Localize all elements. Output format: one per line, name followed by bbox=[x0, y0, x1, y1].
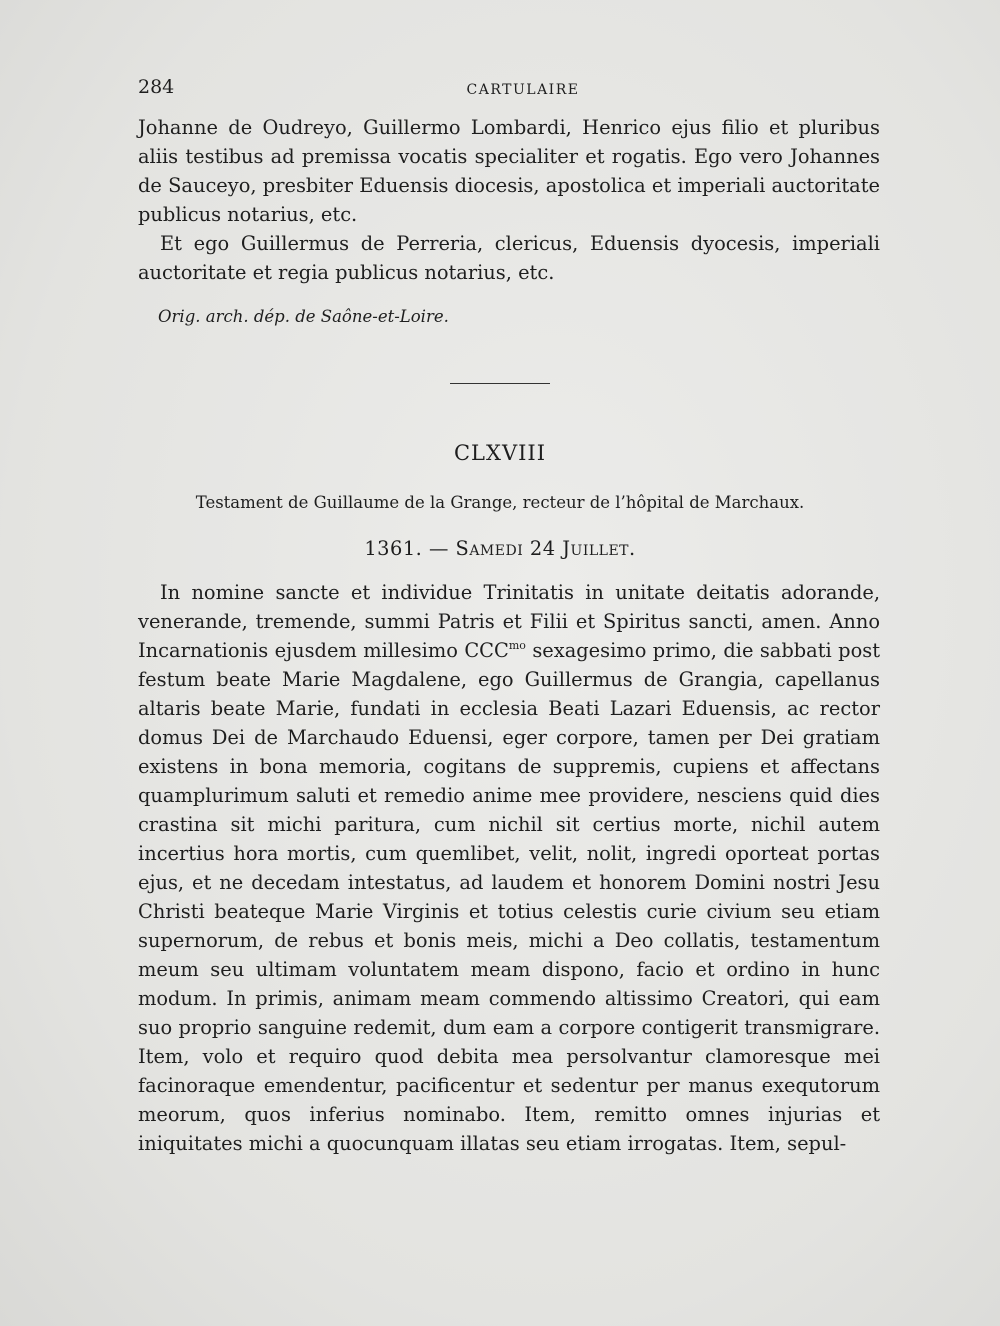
charter-text-part-1: In nomine sancte et individue Trinitatis in unitate deitatis adorande, venerande, tremende, summi Patris et Filii et Spiritus sancti, amen. Anno Incarnationis ejusdem millesimo CCC bbox=[138, 581, 880, 662]
charter-date: 1361. — Samedi 24 Juillet. bbox=[364, 537, 636, 560]
charter-number: CLXVIII bbox=[453, 441, 546, 465]
charter-text-part-2: sexagesimo primo, die sabbati post festum beate Marie Magdalene, ego Guillermus de Grangia, capellanus altaris beate Marie, fundati in ecclesia Beati Lazari Eduensis, ac rector domus Dei de Marchaudo Eduensi, eger corpore, tamen per Dei gratiam existens in bona memoria, cogitans de suppremis, cupiens et affectans quamplurimum saluti et remedio anime mee providere, nesciens quid dies crastina sit michi paritura, cum nichil sit certius morte, nichil autem incertius hora mortis, cum quemlibet, velit, nolit, ingredi oporteat portas ejus, et ne decedam intestatus, ad laudem et honorem Domini nostri Jesu Christi beateque Marie Virginis et totius celestis curie civium seu etiam supernorum, de rebus et bonis meis, michi a Deo collatis, testamentum meum seu ultimam voluntatem meam dispono, facio et ordino in hunc modum. In primis, animam meam commendo altissimo Creatori, qui eam suo proprio sanguine redemit, dum eam a corpore contigerit transmigrare. Item, volo et requiro quod debita mea persolvantur clamoresque mei facinoraque emendentur, pacificentur et sedentur per manus exequtorum meorum, quos inferius nominabo. Item, remitto omnes injurias et iniquitates michi a quocunquam illatas seu etiam irrogatas. Item, sepul- bbox=[138, 639, 880, 1155]
charter-text bbox=[138, 578, 880, 1158]
source-note: Orig. arch. dép. de Saône-et-Loire. bbox=[158, 307, 449, 326]
continued-text bbox=[138, 113, 880, 287]
charter-paragraph bbox=[138, 578, 880, 1158]
running-title: CARTULAIRE bbox=[466, 82, 580, 98]
notary-paragraph: Et ego Guillermus de Perreria, clericus, Eduensis dyocesis, imperiali auctoritate et regia publicus notarius, etc. bbox=[138, 232, 880, 284]
section-divider bbox=[450, 383, 550, 384]
page-number: 284 bbox=[138, 76, 175, 98]
ordinal-superscript: mo bbox=[508, 639, 526, 652]
continued-paragraph: Johanne de Oudreyo, Guillermo Lombardi, Henrico ejus filio et pluribus aliis testibus ad premissa vocatis specialiter et rogatis. Ego vero Johannes de Sauceyo, presbiter Eduensis diocesis, apostolica et imperiali auctoritate publicus notarius, etc. bbox=[138, 116, 880, 226]
running-head bbox=[138, 78, 878, 104]
charter-title: Testament de Guillaume de la Grange, recteur de l’hôpital de Marchaux. bbox=[195, 493, 805, 512]
